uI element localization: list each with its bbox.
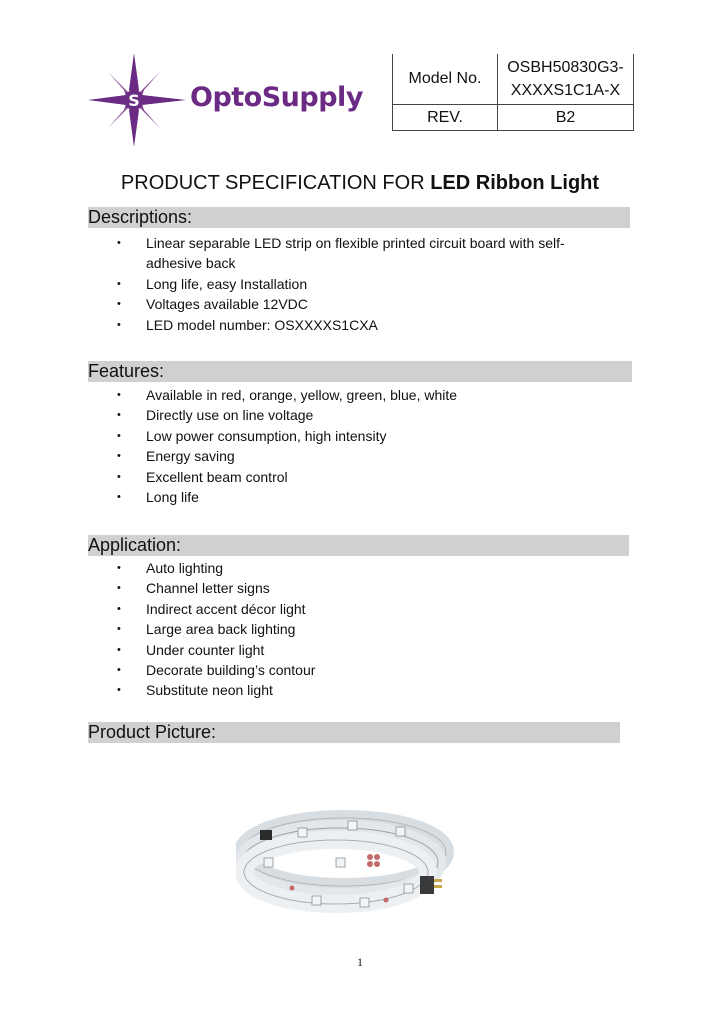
list-item: • Long life: [88, 487, 586, 507]
application-heading: Application:: [88, 535, 629, 556]
descriptions-heading: Descriptions:: [88, 207, 630, 228]
rev-label: REV.: [393, 105, 498, 131]
list-item: • Long life, easy Installation: [88, 274, 586, 294]
application-list: [88, 558, 586, 701]
list-item: • Available in red, orange, yellow, green, blue, white: [88, 385, 586, 405]
logo-wordmark: OptoSupply: [190, 82, 363, 113]
logo-letter: S: [128, 91, 140, 110]
rev-value: B2: [498, 105, 634, 131]
model-value-line2: XXXXS1C1A-X: [510, 82, 621, 99]
list-item: • Indirect accent décor light: [88, 599, 586, 619]
led-ribbon-image: [236, 800, 456, 922]
list-item: • Under counter light: [88, 640, 586, 660]
list-item: • Low power consumption, high intensity: [88, 426, 586, 446]
features-list: [88, 385, 586, 507]
list-item: • Linear separable LED strip on flexible printed circuit board with self-adhesive back: [88, 233, 586, 274]
list-item: • LED model number: OSXXXXS1CXA: [88, 315, 586, 335]
list-item: • Channel letter signs: [88, 578, 586, 598]
product-picture-heading: Product Picture:: [88, 722, 620, 743]
title-prefix: PRODUCT SPECIFICATION FOR: [120, 172, 431, 194]
model-label: Model No.: [393, 54, 498, 105]
list-item: • Energy saving: [88, 446, 586, 466]
model-value-line1: OSBH50830G3-: [507, 59, 624, 76]
list-item: • Directly use on line voltage: [88, 405, 586, 425]
features-heading: Features:: [88, 361, 632, 382]
list-item: • Decorate building’s contour: [88, 660, 586, 680]
descriptions-list: [88, 233, 586, 335]
list-item: • Substitute neon light: [88, 680, 586, 700]
list-item: • Excellent beam control: [88, 467, 586, 487]
list-item: • Auto lighting: [88, 558, 586, 578]
model-info-table: [392, 54, 634, 131]
page-number: 1: [357, 955, 363, 969]
page-title: [0, 172, 720, 195]
list-item: • Large area back lighting: [88, 619, 586, 639]
title-bold: LED Ribbon Light: [430, 172, 600, 194]
model-value: [498, 54, 634, 105]
list-item: • Voltages available 12VDC: [88, 294, 586, 314]
